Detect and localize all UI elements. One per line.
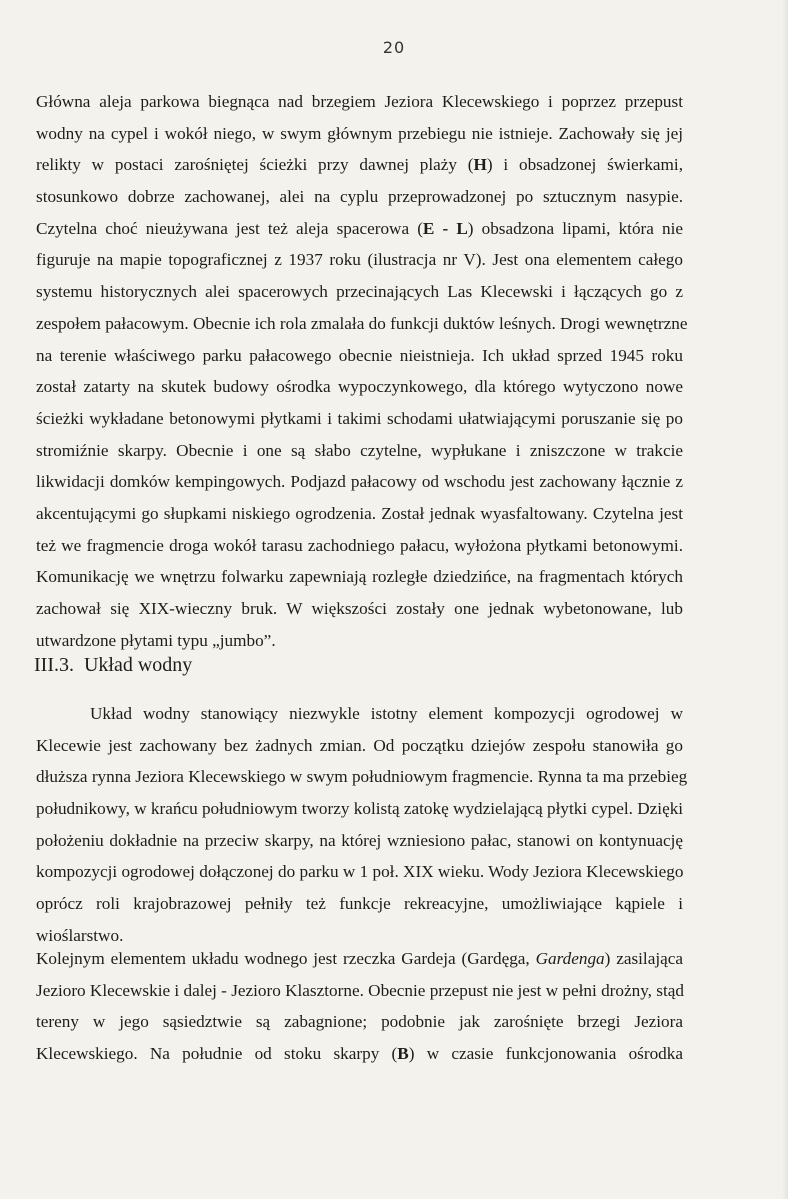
paragraph-gardeja <box>36 943 683 1070</box>
text-line: został zatarty na skutek budowy ośrodka wypoczynkowego, dla którego wytyczono nowe <box>36 377 683 397</box>
text-line: Czytelna choć nieużywana jest też aleja spacerowa (E - L) obsadzona lipami, która nie <box>36 218 683 238</box>
text-line: dłuższa rynna Jeziora Klecewskiego w swym południowym fragmencie. Rynna ta ma przebieg <box>36 767 688 787</box>
text-line: zachował się XIX-wieczny bruk. W większości zostały one jednak wybetonowane, lub <box>36 599 683 618</box>
text-line: figuruje na mapie topograficznej z 1937 roku (ilustracja nr V). Jest ona elementem całego <box>36 250 683 270</box>
text-line: akcentującymi go słupkami niskiego ogrodzenia. Został jednak wyasfaltowany. Czytelna jest <box>36 503 683 523</box>
text-line: na terenie właściwego parku pałacowego obecnie nieistnieja. Ich układ sprzed 1945 roku <box>36 345 683 365</box>
text-line: stromiźnie skarpy. Obecnie i one są słabo czytelne, wypłukane i zniszczone w trakcie <box>36 440 683 460</box>
section-title: Układ wodny <box>83 654 193 676</box>
text-line: zespołem pałacowym. Obecnie ich rola zmalała do funkcji duktów leśnych. Drogi wewnętrzne <box>36 313 688 333</box>
text-line: południkowy, w krańcu południowym tworzy kolistą zatokę wydzielającą płytki cypel. Dzięki <box>36 799 684 819</box>
text-line: utwardzone płytami typu „jumbo”. <box>36 630 276 650</box>
text-line: tereny w jego sąsiedztwie są zabagnione; podobnie jak zarośnięte brzegi Jeziora <box>36 1012 683 1032</box>
italic-term: Gardenga <box>535 949 605 968</box>
marker-b: B <box>397 1044 409 1064</box>
page-number: 20 <box>382 38 406 57</box>
text-line: systemu historycznych alei spacerowych przecinających Las Klecewski i łączących go z <box>36 282 683 302</box>
text-line: Klecewie jest zachowany bez żadnych zmian. Od początku dziejów zespołu stanowiła go <box>36 735 683 755</box>
text-line: likwidacji domków kempingowych. Podjazd pałacowy od wschodu jest zachowany łącznie z <box>36 472 683 492</box>
marker-h: H <box>473 155 487 175</box>
text-line: ścieżki wykładane betonowymi płytkami i takimi schodami ułatwiającymi poruszanie się po <box>36 408 683 428</box>
text-line: stosunkowo dobrze zachowanej, alei na cyplu przeprowadzonej po sztucznym nasypie. <box>36 187 683 207</box>
paragraph-water-system <box>36 698 688 952</box>
text-line: wodny na cypel i wokół niego, w swym głównym przebiegu nie istnieje. Zachowały się jej <box>36 123 683 143</box>
section-number: III.3. <box>34 654 74 676</box>
text-line: też we fragmencie droga wokół tarasu zachodniego pałacu, wyłożona płytkami betonowymi. <box>36 535 683 555</box>
text-line: Układ wodny stanowiący niezwykle istotny element kompozycji ogrodowej w <box>90 704 683 723</box>
text-line: Główna aleja parkowa biegnąca nad brzegiem Jeziora Klecewskiego i poprzez przepust <box>36 92 683 111</box>
paragraph-main-alley <box>36 86 688 656</box>
text-line: oprócz roli krajobrazowej pełniły też funkcje rekreacyjne, umożliwiające kąpiele i <box>36 894 683 914</box>
text-line: kompozycji ogrodowej dołączonej do parku w 1 poł. XIX wieku. Wody Jeziora Klecewskiego <box>36 862 684 882</box>
text-line: relikty w postaci zarośniętej ścieżki przy dawnej plaży (H) i obsadzonej świerkami, <box>36 155 683 175</box>
page-fold-shadow <box>782 0 788 1199</box>
section-heading <box>34 650 192 680</box>
text-line: Kolejnym elementem układu wodnego jest rzeczka Gardeja (Gardęga, Gardenga) zasilająca <box>36 949 683 968</box>
text-line: Jezioro Klecewskie i dalej - Jezioro Klasztorne. Obecnie przepust nie jest w pełni drożny, stąd <box>36 980 684 1000</box>
marker-e-l: E - L <box>422 218 468 238</box>
text-line: położeniu dokładnie na przeciw skarpy, na której wzniesiono pałac, stanowi on kontynuację <box>36 830 683 850</box>
text-line: Komunikację we wnętrzu folwarku zapewniają rozległe dziedzińce, na fragmentach których <box>36 567 683 587</box>
text-line: Klecewskiego. Na południe od stoku skarpy (B) w czasie funkcjonowania ośrodka <box>36 1044 683 1064</box>
text-line: wioślarstwo. <box>36 925 124 945</box>
